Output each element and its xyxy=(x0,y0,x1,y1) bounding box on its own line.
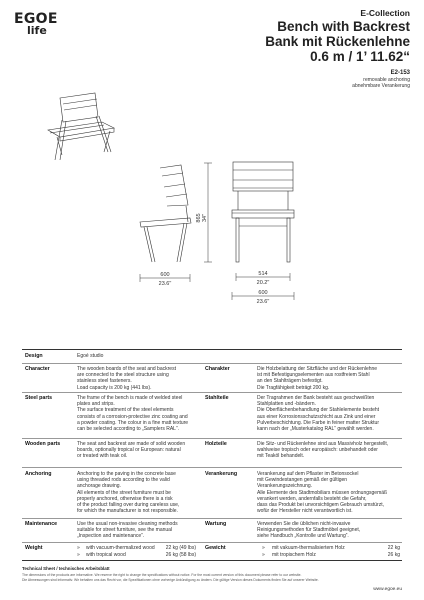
dim-inner-width-in: 20.2" xyxy=(256,280,270,286)
spec-text-en-line: plates and strips. xyxy=(77,401,115,408)
spec-label-en-3: Anchoring xyxy=(25,471,52,477)
footer-title: Technical Sheet / technisches Arbeitsblatt xyxy=(22,566,110,571)
spec-label-de-1: Stahlteile xyxy=(205,395,229,401)
row-divider xyxy=(22,392,402,393)
spec-text-de-line: Die Holzbelattung der Sitzfläche und der Rückenlehne xyxy=(257,366,378,372)
spec-text-de-line: dass das Produkt bei unvorsichtigem Gebrauch umstürzt, xyxy=(257,502,385,508)
spec-text-en-line: Anchoring to the paving in the concrete base xyxy=(77,471,176,477)
spec-label-en-0: Character xyxy=(25,366,50,372)
spec-text-de-line: Verwenden Sie die üblichen nicht-invasive xyxy=(257,521,351,527)
spec-label-de-4: Wartung xyxy=(205,521,227,527)
spec-text-de-line: Die Tragfähigkeit beträgt 200 kg. xyxy=(257,384,330,391)
spec-text-de-line: aus einer Korrosionsschutzschicht aus Zink und einer xyxy=(257,413,376,420)
dim-height: 865 xyxy=(196,213,202,223)
spec-text-en-line: boards, optionally tropical or European: natural xyxy=(77,447,181,454)
dimension-lines xyxy=(140,163,294,300)
spec-text-de-line: Die Oberflächenbehandlung der Stahlelemente besteht xyxy=(257,407,380,414)
product-size: 0.6 m / 1’ 11.62“ xyxy=(310,49,410,64)
isometric-bench-view xyxy=(48,93,114,160)
spec-text-de-line: siehe Handbuch „Kontrolle und Wartung“. xyxy=(257,533,349,540)
weight-item-en: with vacuum-thermalized wood xyxy=(86,545,155,551)
spec-text-en-line: The wooden boards of the seat and backrest xyxy=(77,366,176,372)
spec-text-en-line: are connected to the steel structure using xyxy=(77,372,169,379)
spec-text-en-line: consists of a corrosion-protective zinc coating and xyxy=(77,413,188,420)
spec-label-en-2: Wooden parts xyxy=(25,441,61,447)
spec-text-de-line: Verankerung auf dem Pflaster im Betonsockel xyxy=(257,471,359,477)
side-elevation-view xyxy=(140,165,191,262)
product-code: E2-153 xyxy=(390,70,410,76)
weight-bullet: » xyxy=(77,551,80,558)
spec-text-en-line: or treated with teak oil. xyxy=(77,453,128,460)
weight-item-de: mit vakuum-thermalisiertem Holz xyxy=(272,545,345,551)
brand-subtitle: life xyxy=(27,24,47,37)
spec-text-en-line: stainless steel fasteners. xyxy=(77,378,132,385)
spec-text-de-line: kann nach der „Musterkatalog RAL“ gewählt werden. xyxy=(257,426,374,432)
weight-label-de: Gewicht xyxy=(205,545,226,551)
row-divider xyxy=(22,518,402,519)
dim-side-width-in: 23.6" xyxy=(158,281,172,287)
dim-front-width: 600 xyxy=(258,290,268,296)
row-divider xyxy=(22,363,402,364)
spec-text-en-line: a powder coating. The colour in a fine matt texture xyxy=(77,419,189,426)
spec-label-de-3: Verankerung xyxy=(205,471,238,477)
spec-text-de-line: verankert werden, andernfalls besteht die Gefahr, xyxy=(257,495,367,502)
spec-text-de-line: Der Tragrahmen der Bank besteht aus geschweißten xyxy=(257,395,375,401)
design-value: Egoé studio xyxy=(77,353,104,359)
spec-text-en-line: using threaded rods according to the valid xyxy=(77,477,170,484)
spec-text-de-line: mit Teaköl behandelt. xyxy=(257,453,305,460)
spec-text-en-line: for which the manufacturer is not responsible. xyxy=(77,508,178,515)
product-title-en: Bench with Backrest xyxy=(277,19,410,34)
spec-text-en-line: suitable for street furniture, see the manual xyxy=(77,527,173,534)
table-top-rule xyxy=(22,349,402,350)
spec-text-en-line: Use the usual non-invasive cleaning methods xyxy=(77,521,178,527)
spec-label-en-1: Steel parts xyxy=(25,395,53,401)
spec-text-de-line: Alle Elemente des Stadtmobiliars müssen ordnungsgemäß xyxy=(257,489,388,496)
note-de: abnehmbare Verankerung xyxy=(352,83,410,90)
weight-item-de: mit tropischem Holz xyxy=(272,551,316,558)
brand-logo: EGOE xyxy=(14,11,58,27)
dim-height-in: 34" xyxy=(202,213,208,223)
spec-text-en-line: properly anchored, otherwise there is a risk xyxy=(77,495,173,502)
row-divider xyxy=(22,542,402,543)
weight-value-en: 26 kg (58 lbs) xyxy=(165,551,196,558)
spec-label-en-4: Maintenance xyxy=(25,521,58,527)
spec-label-de-0: Charakter xyxy=(205,366,230,372)
spec-text-de-line: Die Sitz- und Rückenlehne sind aus Massivholz hergestellt, xyxy=(257,441,389,447)
weight-bullet: » xyxy=(262,551,265,558)
weight-bullet: » xyxy=(262,545,265,551)
spec-text-en-line: Load capacity is 200 kg (441 lbs). xyxy=(77,384,152,391)
weight-value-de: 22 kg xyxy=(387,545,400,551)
footer-disclaimer-de: Die Abmessungen sind informativ. Wir behalten uns das Recht vor, die Spezifikationen ohne vorherige Ankündigung zu ändern. Die gültige Version dieses Dokuments finden Sie auf unserer Website. xyxy=(22,578,319,582)
spec-text-de-line: Reinigungsmethoden für Stadtmöbel geeignet, xyxy=(257,527,361,534)
collection-name: E-Collection xyxy=(360,8,410,18)
spec-text-de-line: mit Gewindestangen gemäß der gültigen xyxy=(257,477,348,484)
spec-text-en-line: The surface treatment of the steel elements xyxy=(77,407,174,414)
spec-label-de-2: Holzteile xyxy=(205,441,227,447)
dim-front-width-in: 23.6" xyxy=(256,299,270,305)
weight-bullet: » xyxy=(77,545,80,551)
spec-text-en-line: of the product falling over during careless use, xyxy=(77,502,180,508)
weight-item-en: with tropical wood xyxy=(86,551,126,558)
spec-text-de-line: Stahlplatten und -bändern. xyxy=(257,401,316,408)
design-label: Design xyxy=(25,353,43,359)
website-link[interactable]: www.egoe.eu xyxy=(373,587,402,592)
table-bottom-rule xyxy=(22,560,402,561)
dim-inner-width: 514 xyxy=(258,271,268,277)
front-elevation-view xyxy=(232,162,294,262)
spec-text-en-line: The seat and backrest are made of solid wooden xyxy=(77,441,186,447)
note-en: removable anchoring xyxy=(363,77,410,83)
row-divider xyxy=(22,438,402,439)
spec-text-en-line: anchorage drawing. xyxy=(77,483,121,490)
weight-value-de: 26 kg xyxy=(387,551,400,558)
weight-value-en: 22 kg (49 lbs) xyxy=(165,545,196,551)
spec-text-en-line: The frame of the bench is made of welded steel xyxy=(77,395,183,401)
row-divider xyxy=(22,467,402,468)
spec-text-en-line: can be selected according to „Samplers RAL“. xyxy=(77,426,179,432)
spec-text-de-line: Verankerungszeichnung. xyxy=(257,483,313,490)
spec-text-de-line: Pulverbeschichtung. Die Farbe in feiner matter Struktur xyxy=(257,419,379,426)
footer-disclaimer-en: The dimensions of the products are informative. We reserve the right to change the specifications without notice. For the most current version of this document please refer to our website. xyxy=(22,573,302,577)
spec-text-de-line: an den Stahlträgern befestigt. xyxy=(257,378,323,385)
spec-text-de-line: wahlweise tropisch oder europäisch: unbehandelt oder xyxy=(257,447,378,454)
spec-text-en-line: „Inspection and maintenance“. xyxy=(77,533,145,540)
spec-text-de-line: ist mit Befestigungselementen aus rostfreiem Stahl xyxy=(257,372,370,379)
product-title-de: Bank mit Rückenlehne xyxy=(265,34,410,49)
spec-text-de-line: wofür der Hersteller nicht verantwortlich ist. xyxy=(257,508,353,515)
weight-label-en: Weight xyxy=(25,545,43,551)
spec-text-en-line: All elements of the street furniture must be xyxy=(77,489,171,496)
dim-side-width: 600 xyxy=(160,272,170,278)
